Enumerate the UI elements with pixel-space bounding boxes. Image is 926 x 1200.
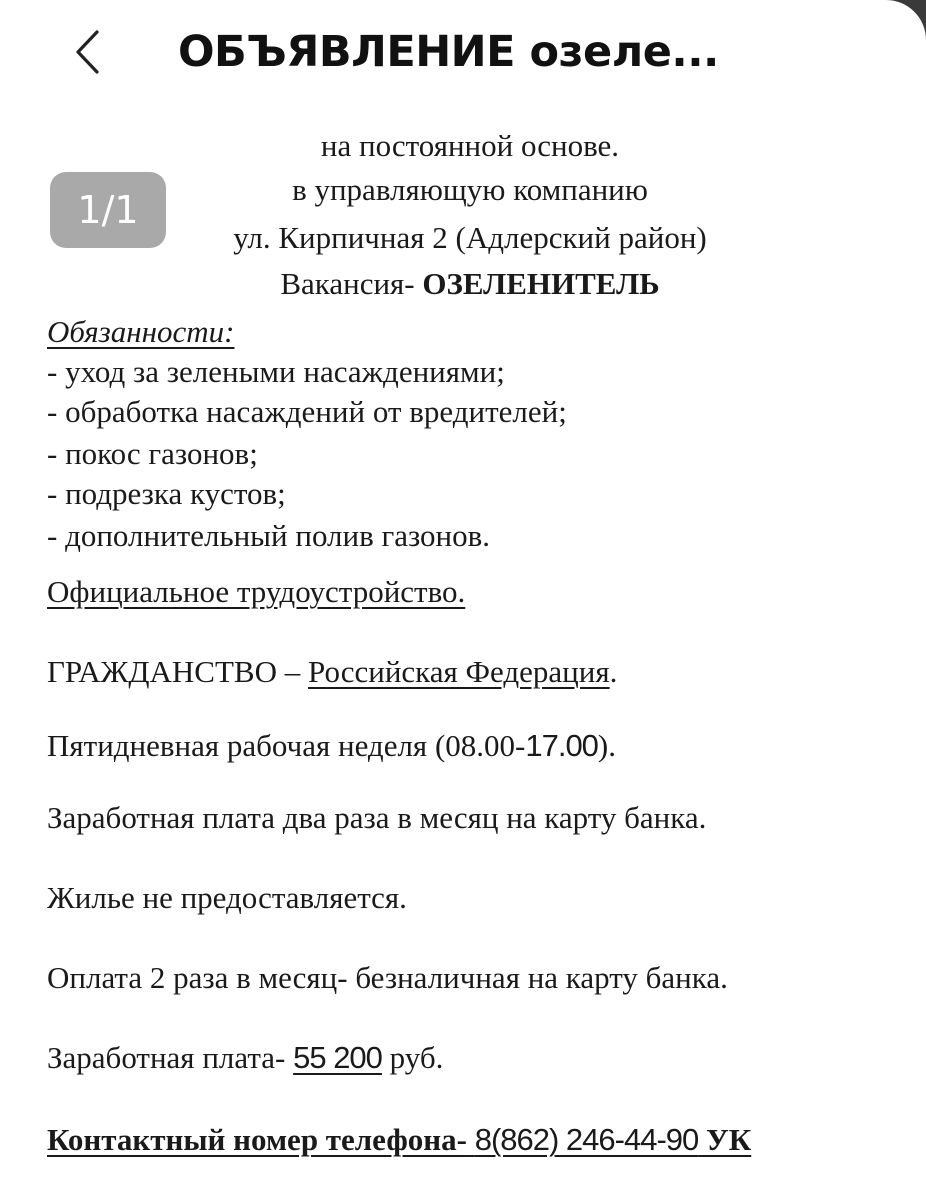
duty-item: - обработка насаждений от вредителей; <box>47 394 567 429</box>
schedule-end: ). <box>597 728 616 763</box>
intro-line-3: ул. Кирпичная 2 (Адлерский район) <box>233 220 707 255</box>
salary-line <box>47 1038 443 1078</box>
back-button[interactable] <box>62 22 112 82</box>
contact-phone: 8(862) 246-44-90 <box>474 1122 699 1157</box>
duty-item: - покос газонов; <box>47 436 258 471</box>
vacancy-position: ОЗЕЛЕНИТЕЛЬ <box>422 266 660 301</box>
schedule-time-end: 17.00 <box>525 728 598 763</box>
document-title: ОБЪЯВЛЕНИЕ озеле... <box>178 27 719 77</box>
vacancy-line <box>0 264 926 304</box>
duty-item: - уход за зелеными насаждениями; <box>47 354 505 389</box>
chevron-left-icon <box>73 29 101 75</box>
citizenship-end: . <box>609 654 618 689</box>
vacancy-label: Вакансия- <box>280 266 415 301</box>
intro-line-2: в управляющую компанию <box>292 172 648 207</box>
salary-label: Заработная плата- <box>47 1040 286 1075</box>
payment-line: Оплата 2 раза в месяц- безналичная на карту банка. <box>47 960 728 995</box>
schedule-line <box>47 726 616 766</box>
housing-line: Жилье не предоставляется. <box>47 880 407 915</box>
salary-amount: 55 200 <box>293 1040 382 1075</box>
contact-line <box>47 1120 751 1160</box>
duties-heading: Обязанности: <box>47 314 235 349</box>
contact-suffix: УК <box>706 1122 752 1157</box>
intro-line-1: на постоянной основе. <box>320 128 620 163</box>
contact-label: Контактный номер телефона- <box>47 1122 467 1157</box>
salary-currency: руб. <box>389 1040 444 1075</box>
citizenship-value: Российская Федерация <box>307 654 610 689</box>
duty-item: - дополнительный полив газонов. <box>47 518 490 553</box>
page-indicator-badge: 1/1 <box>50 172 166 248</box>
schedule-text: Пятидневная рабочая неделя (08.00- <box>47 728 526 763</box>
pay-frequency-line: Заработная плата два раза в месяц на карту банка. <box>47 800 707 835</box>
citizenship-line <box>47 652 617 692</box>
duty-item: - подрезка кустов; <box>47 476 286 511</box>
employment-note: Официальное трудоустройство. <box>47 574 466 609</box>
citizenship-label: ГРАЖДАНСТВО – <box>47 654 301 689</box>
